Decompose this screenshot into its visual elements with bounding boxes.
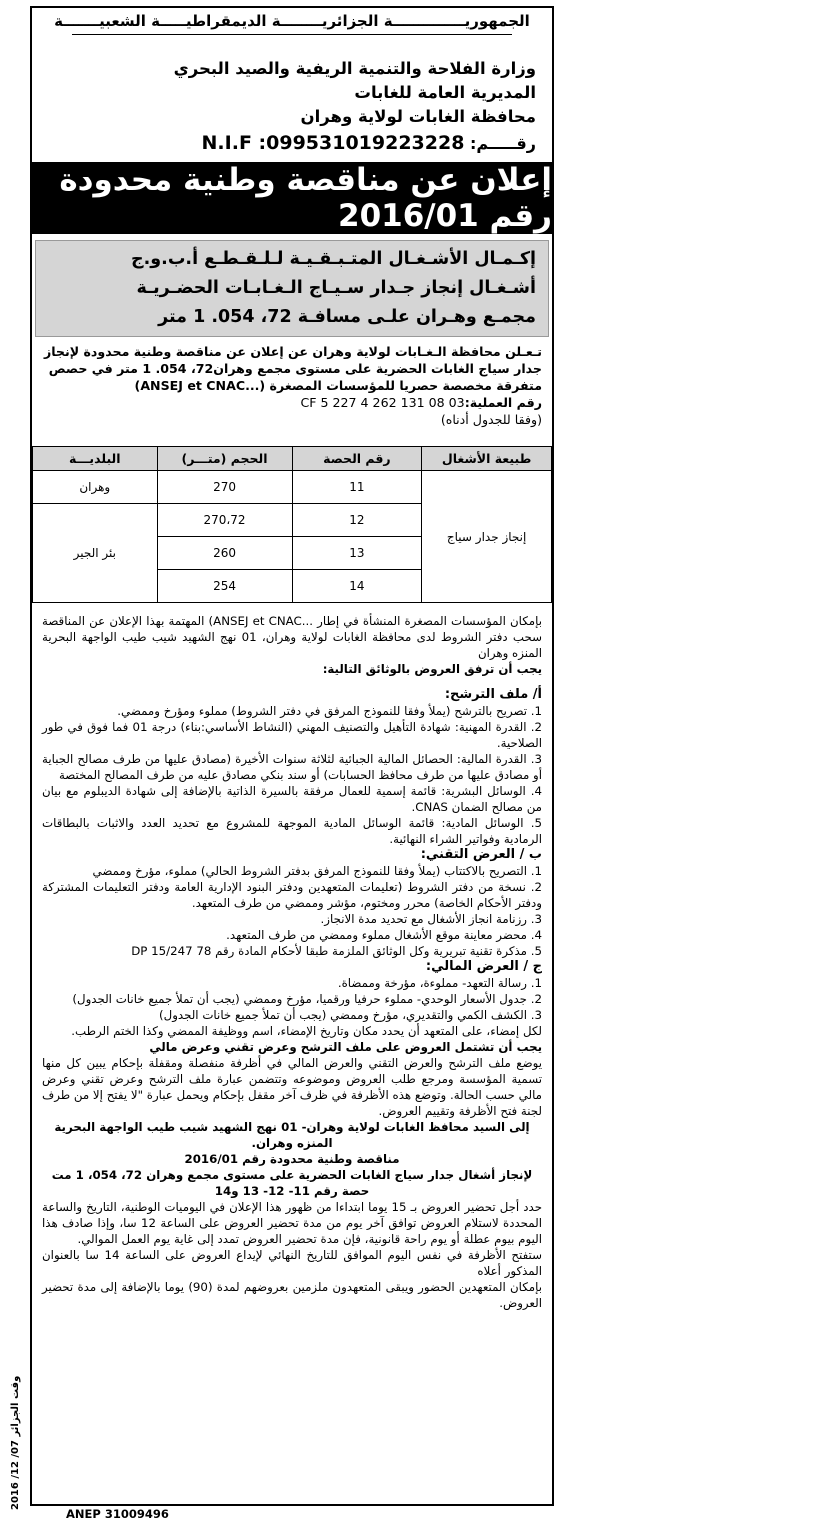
table-row [33, 471, 552, 504]
section-financial-title: ج / العرض المالي: [425, 959, 542, 974]
ref-label: رقـــــم: [470, 134, 536, 153]
volume-cell: 260 [157, 537, 292, 570]
subject-line-1: إكـمـال الأشـغـال المتـبـقـيـة لـلـقـطـع أ.ب.و.ج [131, 249, 536, 269]
technical-item: 2. نسخة من دفتر الشروط (تعليمات المتعهدين ودفتر البنود الإدارية العامة ودفتر التعليمات المشتركة ودفتر الأحكام الخاصة) محرر ومختوم، مؤشر وممضي من طرف المتعهد. [42, 880, 542, 910]
financial-item: 2. جدول الأسعار الوحدي- مملوء حرفيا ورقميا، مؤرخ وممضي (يجب أن تملأ جميع خانات الجدول) [72, 992, 542, 1006]
volume-cell: 270،72 [157, 504, 292, 537]
technical-item: 3. رزنامة انجاز الأشغال مع تحديد مدة الانجاز. [320, 912, 542, 926]
candidacy-item: 1. تصريح بالترشح (يملأ وفقا للنموذج المرفق في دفتر الشروط) مملوء ومؤرخ وممضي. [117, 704, 542, 718]
candidacy-item: 3. القدرة المالية: الحصائل المالية الجبائية لثلاثة سنوات الأخيرة (مصادق عليها من طرف مصالح الجباية أو مصادق عليها من طرف محافظ الحسابات) أو سند بنكي مصادق عليه من طرف المصالح المختصة [42, 752, 542, 782]
lot-cell: 12 [292, 504, 422, 537]
validity-paragraph: بإمكان المتعهدين الحضور ويبقى المتعهدون ملزمين بعروضهم لمدة (90) يوما بالإضافة إلى مدة تحضير العروض. [42, 1280, 542, 1310]
opening-paragraph: ستفتح الأظرفة في نفس اليوم الموافق للتاريخ النهائي لإيداع العروض على الساعة 14 سا بالعنوان المذكور أعلاه [42, 1248, 542, 1278]
ministry-name: وزارة الفلاحة والتنمية الريفية والصيد البحري [173, 59, 536, 78]
candidacy-item: 5. الوسائل المادية: قائمة الوسائل المادية الموجهة للمشروع مع تحديد العدد والاثبات بالبطاقات الرمادية وفواتير الشراء النهائية. [42, 816, 542, 846]
nif-number: N.I.F :099531019223228 [201, 132, 465, 154]
volume-cell: 254 [157, 570, 292, 603]
reference-line [32, 129, 552, 156]
publication-date-stamp: وقت الجزائر 07/ 12/ 2016 [10, 1375, 21, 1510]
address-line: لإنجاز أشغال جدار سياج الغابات الحضرية على مستوى مجمع وهران 72، 054، 1 مت [51, 1168, 533, 1182]
commune-cell: وهران [33, 471, 158, 504]
lot-cell: 14 [292, 570, 422, 603]
address-line: مناقصة وطنية محدودة رقم 2016/01 [184, 1152, 400, 1166]
col-volume: الحجم (متـــر) [157, 447, 292, 471]
col-commune: البلديـــة [33, 447, 158, 471]
financial-item: 3. الكشف الكمي والتقديري، مؤرخ وممضي (يجب أن تملأ جميع خانات الجدول) [159, 1008, 542, 1022]
candidacy-item: 2. القدرة المهنية: شهادة التأهيل والتصنيف المهني (النشاط الأساسي:بناء) درجة 01 فما فوق في طور الصلاحية. [42, 720, 543, 750]
technical-item: 1. التصريح بالاكتتاب (يملأ وفقا للنموذج المرفق بدفتر الشروط الحالي) مملوء، مؤرخ وممضي [92, 864, 542, 878]
address-line: حصة رقم 11- 12- 13 و14 [214, 1184, 370, 1198]
intro-paragraph [32, 337, 552, 428]
candidacy-item: 4. الوسائل البشرية: قائمة إسمية للعمال مرفقة بالسيرة الذاتية بالإضافة إلى شهادة الديبلوم مع بيان من مصالح الضمان CNAS. [42, 784, 542, 814]
table-header-row [33, 447, 552, 471]
offer-contents-heading: يجب أن تشتمل العروض على ملف الترشح وعرض تقني وعرض مالي [149, 1040, 542, 1054]
subject-line-3: مجمـع وهـران علـى مسافـة 72، 054. 1 متر [158, 307, 536, 327]
conservation-name: محافظة الغابات لولاية وهران [300, 107, 536, 126]
announcement-title: إعلان عن مناقصة وطنية محدودة رقم 2016/01 [32, 162, 552, 234]
section-candidacy-title: أ/ ملف الترشح: [444, 687, 542, 702]
works-nature-cell: إنجاز جدار سياج [422, 471, 552, 603]
operation-number [42, 394, 542, 411]
lot-cell: 11 [292, 471, 422, 504]
section-technical-title: ب / العرض التقني: [420, 847, 542, 862]
commune-cell: بئر الجير [33, 504, 158, 603]
technical-item: 4. محضر معاينة موقع الأشغال مملوء وممضي من طرف المتعهد. [226, 928, 542, 942]
republic-header: الجمهوريــــــــــــــة الجزائريــــــــة الديمقراطيـــــة الشعبيـــــــة [54, 12, 530, 30]
announcement-body [32, 603, 552, 1311]
anep-reference: ANEP 31009496 [66, 1507, 169, 1520]
intro-text: تـعـلن محافظة الـغـابات لولاية وهران عن إعلان عن مناقصة وطنية محدودة لإنجاز جدار سياج الغابات الحضرية على مستوى مجمع وهران72، 054. 1 متر في حصص متفرقة مخصصة حصريا للمؤسسات المصغرة (...ANSEJ et CNAC) [43, 344, 542, 393]
subject-box [35, 240, 549, 337]
documents-intro: يجب أن ترفق العروض بالوثائق التالية: [322, 662, 542, 676]
envelope-instructions: يوضع ملف الترشح والعرض التقني والعرض المالي في أظرفة منفصلة ومقفلة بإحكام يبين كل منها تسمية المؤسسة ومرجع طلب العروض وموضوعه وتتضمن عبارة ملف الترشح وعرض تقني وعرض مالي حسب الحالة. وتوضع هذه الأظرفة في ظرف آخر مقفل بإحكام ويحمل عبارة "لا يفتح إلا من طرف لجنة فتح الأظرفة وتقييم العروض. [42, 1056, 542, 1118]
directorate-name: المديرية العامة للغابات [354, 83, 536, 102]
eligibility-paragraph: بإمكان المؤسسات المصغرة المنشأة في إطار ...ANSEJ et CNAC) المهتمة بهذا الإعلان عن المناقصة سحب دفتر الشروط لدى محافظة الغابات لولاية وهران، 01 نهج الشهيد شيب طيب الواجهة البحرية المنزه وهران [42, 614, 542, 660]
lot-cell: 13 [292, 537, 422, 570]
col-lot: رقم الحصة [292, 447, 422, 471]
operation-label: رقم العملية: [464, 395, 542, 410]
address-line: إلى السيد محافظ الغابات لولاية وهران- 01 نهج الشهيد شيب طيب الواجهة البحرية المنزه وهران. [54, 1120, 530, 1150]
operation-value: CF 5 227 4 262 131 08 03 [300, 395, 465, 410]
financial-item: 1. رسالة التعهد- مملوءة، مؤرخة وممضاة. [337, 976, 542, 990]
volume-cell: 270 [157, 471, 292, 504]
deadline-paragraph: حدد أجل تحضير العروض بـ 15 يوما ابتداءا من ظهور هذا الإعلان في اليوميات الوطنية، التاريخ والساعة المحددة لاستلام العروض توافق آخر يوم من مدة تحضير العروض على الساعة 12 سا، وإذا صادف هذا اليوم بيوم عطلة أو يوم راحة قانونية، فإن مدة تحضير العروض تمدد إلى غاية يوم العمل الموالي. [42, 1200, 542, 1246]
subject-line-2: أشـغـال إنجاز جـدار سـيـاج الـغـابـات الحضـريـة [136, 278, 536, 298]
organization-block [32, 35, 552, 129]
financial-item: لكل إمضاء، على المتعهد أن يحدد مكان وتاريخ الإمضاء، اسم ووظيفة الممضي وكذا الختم الرطب. [71, 1024, 542, 1038]
lots-table [32, 446, 552, 603]
technical-item: 5. مذكرة تقنية تبريرية وكل الوثائق الملزمة طبقا لأحكام المادة رقم 78 DP 15/247 [131, 944, 542, 958]
col-nature: طبيعة الأشغال [422, 447, 552, 471]
announcement-frame [30, 6, 554, 1506]
table-note: (وفقا للجدول أدناه) [440, 412, 542, 427]
